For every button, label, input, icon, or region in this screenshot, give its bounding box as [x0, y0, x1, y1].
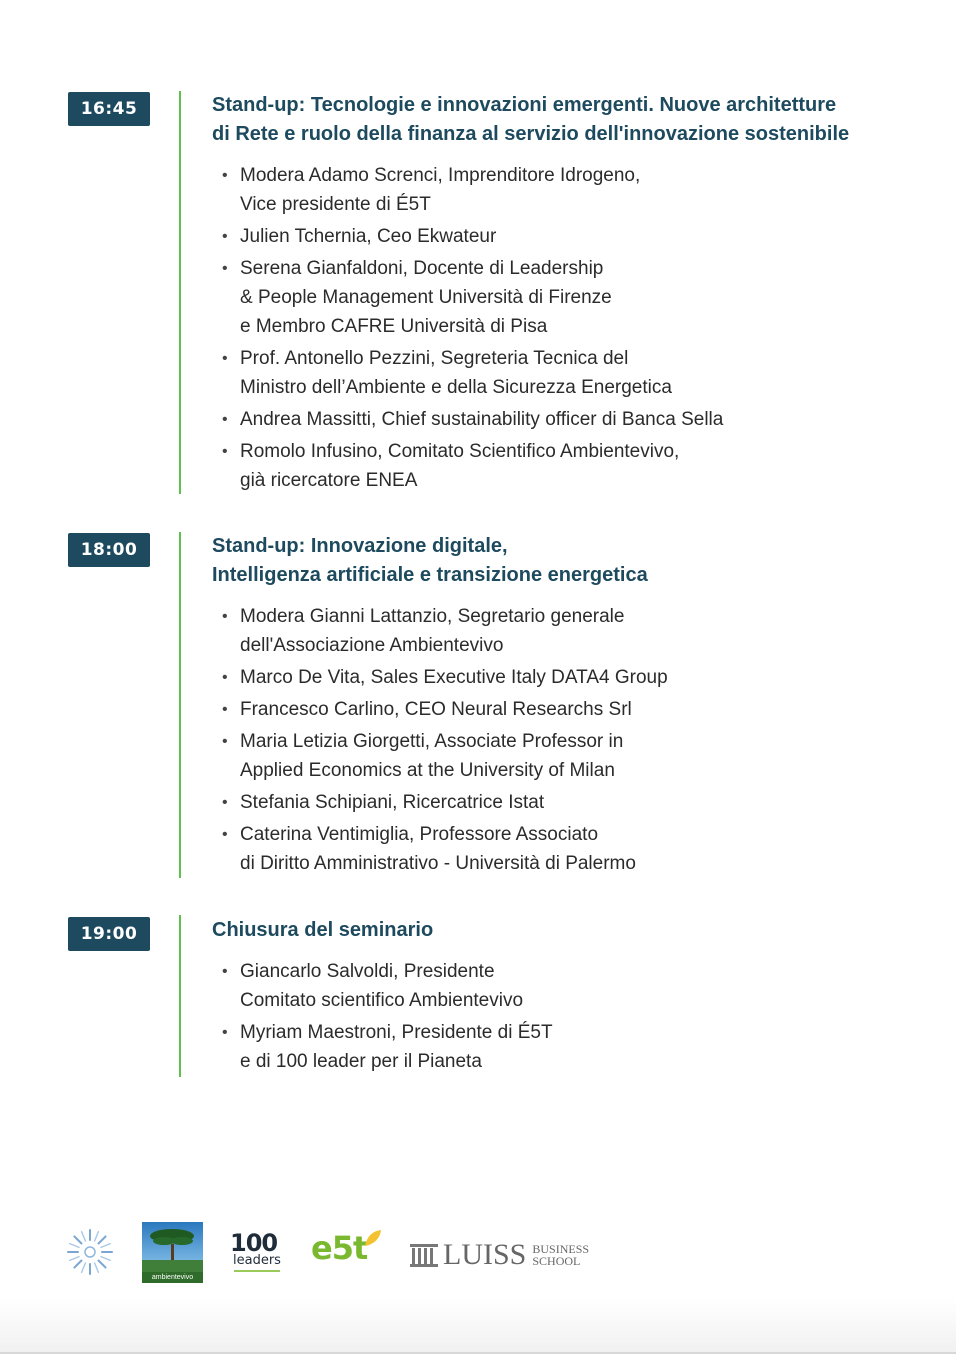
ambientevivo-logo — [142, 1222, 203, 1283]
bullet: • — [222, 733, 228, 750]
timeline-line — [179, 532, 181, 878]
bullet: • — [222, 794, 228, 811]
speaker-line: di Diritto Amministrativo - Università di Palermo — [240, 853, 636, 874]
time-badge: 19:00 — [68, 917, 150, 951]
leaf-icon — [363, 1228, 383, 1248]
bullet: • — [222, 701, 228, 718]
time-badge: 18:00 — [68, 533, 150, 567]
sun-rays-icon — [66, 1228, 114, 1276]
luiss-wordmark: LUISS — [443, 1238, 527, 1271]
speaker-line: e Membro CAFRE Università di Pisa — [240, 316, 548, 337]
speaker-list — [222, 602, 912, 881]
session-title — [212, 91, 912, 149]
speaker-line: già ricercatore ENEA — [240, 470, 418, 491]
bullet: • — [222, 260, 228, 277]
session-title — [212, 916, 912, 945]
title-line: di Rete e ruolo della finanza al servizio dell'innovazione sostenibile — [212, 123, 850, 145]
speaker-line: Julien Tchernia, Ceo Ekwateur — [240, 226, 497, 247]
bullet: • — [222, 443, 228, 460]
speaker-line: & People Management Università di Firenze — [240, 287, 612, 308]
speaker-line: Francesco Carlino, CEO Neural Researchs Srl — [240, 699, 632, 720]
title-line: Intelligenza artificiale e transizione energetica — [212, 564, 648, 586]
speaker-line: Comitato scientifico Ambientevivo — [240, 990, 524, 1011]
speaker-line: e di 100 leader per il Pianeta — [240, 1051, 482, 1072]
100-leaders-logo — [230, 1230, 286, 1274]
bullet: • — [222, 963, 228, 980]
leaders-underline — [234, 1270, 280, 1272]
sponsor-logos — [66, 1222, 626, 1284]
title-line: Stand-up: Tecnologie e innovazioni emergenti. Nuove architetture — [212, 94, 837, 116]
speaker-line: Marco De Vita, Sales Executive Italy DATA4 Group — [240, 667, 668, 688]
speaker-item — [222, 437, 912, 495]
speaker-line: Prof. Antonello Pezzini, Segreteria Tecnica del — [240, 348, 629, 369]
bullet: • — [222, 669, 228, 686]
speaker-line: Modera Adamo Screnci, Imprenditore Idrogeno, — [240, 165, 641, 186]
speaker-item — [222, 254, 912, 341]
school-word: SCHOOL — [532, 1254, 581, 1268]
speaker-line: Applied Economics at the University of Milan — [240, 760, 615, 781]
speaker-item — [222, 788, 912, 817]
bullet: • — [222, 411, 228, 428]
speaker-line: Stefania Schipiani, Ricercatrice Istat — [240, 792, 545, 813]
speaker-line: Modera Gianni Lattanzio, Segretario generale — [240, 606, 625, 627]
speaker-line: Caterina Ventimiglia, Professore Associato — [240, 824, 599, 845]
timeline-line — [179, 91, 181, 494]
leaders-word: leaders — [233, 1253, 281, 1268]
business-word: BUSINESS — [532, 1242, 590, 1256]
speaker-line: Myriam Maestroni, Presidente di É5T — [240, 1022, 553, 1043]
bullet: • — [222, 608, 228, 625]
title-line: Stand-up: Innovazione digitale, — [212, 535, 508, 557]
e5t-wordmark: e5t — [311, 1229, 368, 1267]
speaker-list — [222, 957, 912, 1079]
speaker-line: Romolo Infusino, Comitato Scientifico Ambientevivo, — [240, 441, 680, 462]
leaders-number: 100 — [230, 1229, 278, 1257]
speaker-item — [222, 602, 912, 660]
speaker-line: Giancarlo Salvoldi, Presidente — [240, 961, 495, 982]
business-school-label — [532, 1243, 589, 1267]
speaker-item — [222, 405, 912, 434]
speaker-line: Vice presidente di É5T — [240, 194, 431, 215]
speaker-item — [222, 222, 912, 251]
page-bottom-strip — [0, 1298, 956, 1354]
bullet: • — [222, 228, 228, 245]
speaker-line: dell'Associazione Ambientevivo — [240, 635, 504, 656]
speaker-line: Ministro dell’Ambiente e della Sicurezza Energetica — [240, 377, 672, 398]
speaker-item — [222, 957, 912, 1015]
logo-ground — [142, 1260, 203, 1272]
sun-rays-logo — [66, 1228, 114, 1276]
bullet: • — [222, 1024, 228, 1041]
bullet: • — [222, 167, 228, 184]
speaker-line: Maria Letizia Giorgetti, Associate Professor in — [240, 731, 624, 752]
bullet: • — [222, 350, 228, 367]
session-title — [212, 532, 912, 590]
ambientevivo-label: ambientevivo — [142, 1272, 203, 1283]
speaker-item — [222, 727, 912, 785]
speaker-list — [222, 161, 912, 498]
e5t-logo — [311, 1228, 383, 1278]
speaker-item — [222, 344, 912, 402]
timeline-line — [179, 915, 181, 1077]
speaker-line: Andrea Massitti, Chief sustainability officer di Banca Sella — [240, 409, 724, 430]
time-badge: 16:45 — [68, 92, 150, 126]
speaker-item — [222, 663, 912, 692]
columns-icon — [409, 1242, 439, 1268]
speaker-item — [222, 820, 912, 878]
speaker-item — [222, 161, 912, 219]
speaker-item — [222, 1018, 912, 1076]
title-line: Chiusura del seminario — [212, 919, 434, 941]
luiss-business-school-logo — [409, 1238, 609, 1272]
bullet: • — [222, 826, 228, 843]
speaker-item — [222, 695, 912, 724]
speaker-line: Serena Gianfaldoni, Docente di Leadership — [240, 258, 604, 279]
